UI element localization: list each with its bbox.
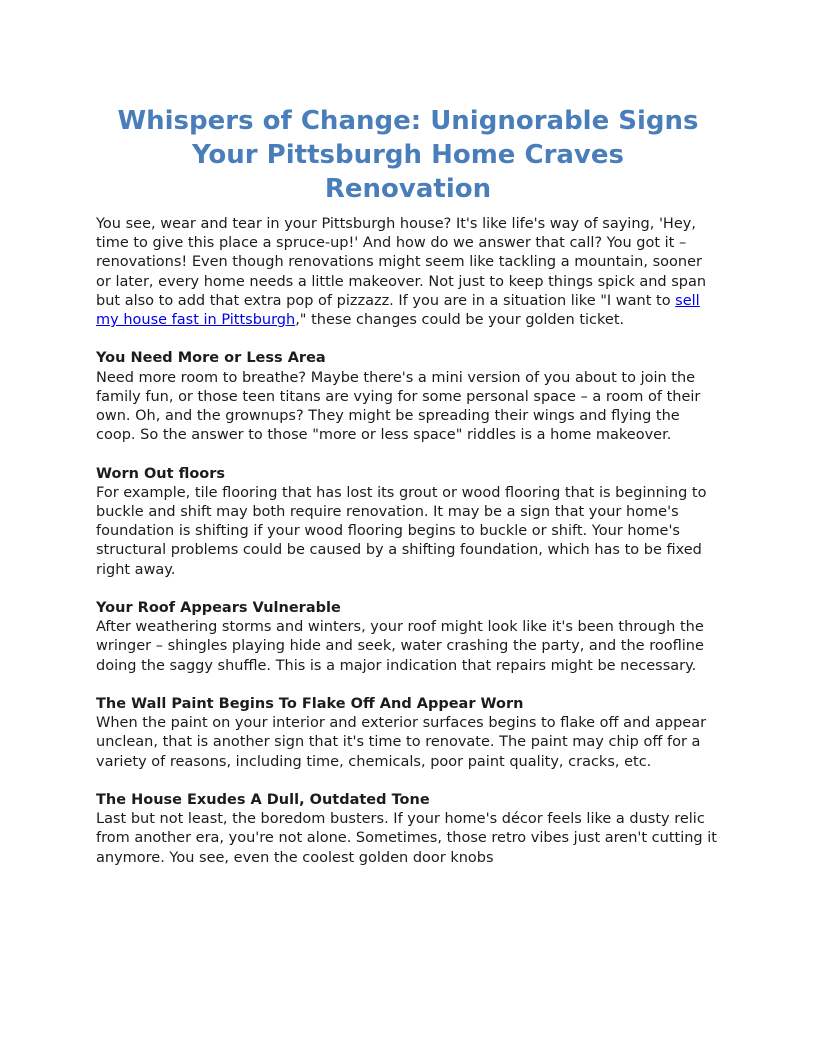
section-paragraph: Need more room to breathe? Maybe there's a mini version of you about to join the family fun, or those teen titans are vying for some personal space – a room of their own. Oh, and the grownups? They might be spreading their wings and flying the coop. So the answer to those "more or less space" riddles is a home makeover.	[96, 369, 701, 444]
section-paragraph: After weathering storms and winters, your roof might look like it's been through the wringer – shingles playing hide and seek, water crashing the party, and the roofline doing the saggy shuffle. This is a major indication that repairs might be necessary.	[96, 619, 704, 674]
article-title	[96, 104, 720, 206]
section-more-or-less-area	[96, 349, 720, 445]
section-paragraph: Last but not least, the boredom busters. If your home's décor feels like a dusty relic from another era, you're not alone. Sometimes, those retro vibes just aren't cutting it anymore. You see, even the coolest golden door knobs	[96, 811, 717, 866]
section-paragraph: When the paint on your interior and exterior surfaces begins to flake off and appear unclean, that is another sign that it's time to renovate. The paint may chip off for a variety of reasons, including time, chemicals, poor paint quality, cracks, etc.	[96, 715, 707, 770]
section-wall-paint	[96, 695, 720, 772]
section-worn-out-floors	[96, 465, 720, 580]
article-title-line-3: Renovation	[324, 174, 492, 204]
section-dull-outdated-tone	[96, 791, 720, 868]
sell-house-fast-link[interactable]: sell my house fast in Pittsburgh	[96, 292, 700, 329]
section-heading: You Need More or Less Area	[96, 350, 326, 367]
section-heading: Worn Out floors	[96, 465, 226, 482]
article-title-line-1: Whispers of Change: Unignorable Signs	[117, 106, 699, 136]
section-paragraph: For example, tile flooring that has lost its grout or wood flooring that is beginning to buckle and shift may both require renovation. It may be a sign that your home's foundation is shifting if your wood flooring begins to buckle or shift. Your home's structural problems could be caused by a shifting foundation, which has to be fixed right away.	[96, 484, 707, 578]
article-title-line-2: Your Pittsburgh Home Craves	[191, 140, 624, 170]
section-heading: The Wall Paint Begins To Flake Off And Appear Worn	[96, 696, 524, 713]
intro-text-before-link: You see, wear and tear in your Pittsburgh house? It's like life's way of saying, 'Hey, time to give this place a spruce-up!' And how do we answer that call? You got it – renovations! Even though renovations might seem like tackling a mountain, sooner or later, every home needs a little makeover. Not just to keep things spick and span but also to add that extra pop of pizzazz. If you are in a situation like "I want to	[96, 216, 707, 309]
section-heading: Your Roof Appears Vulnerable	[96, 600, 341, 617]
intro-paragraph	[96, 215, 720, 330]
section-heading: The House Exudes A Dull, Outdated Tone	[96, 792, 430, 809]
intro-text-after-link: ," these changes could be your golden ticket.	[295, 312, 625, 329]
section-roof-vulnerable	[96, 599, 720, 676]
